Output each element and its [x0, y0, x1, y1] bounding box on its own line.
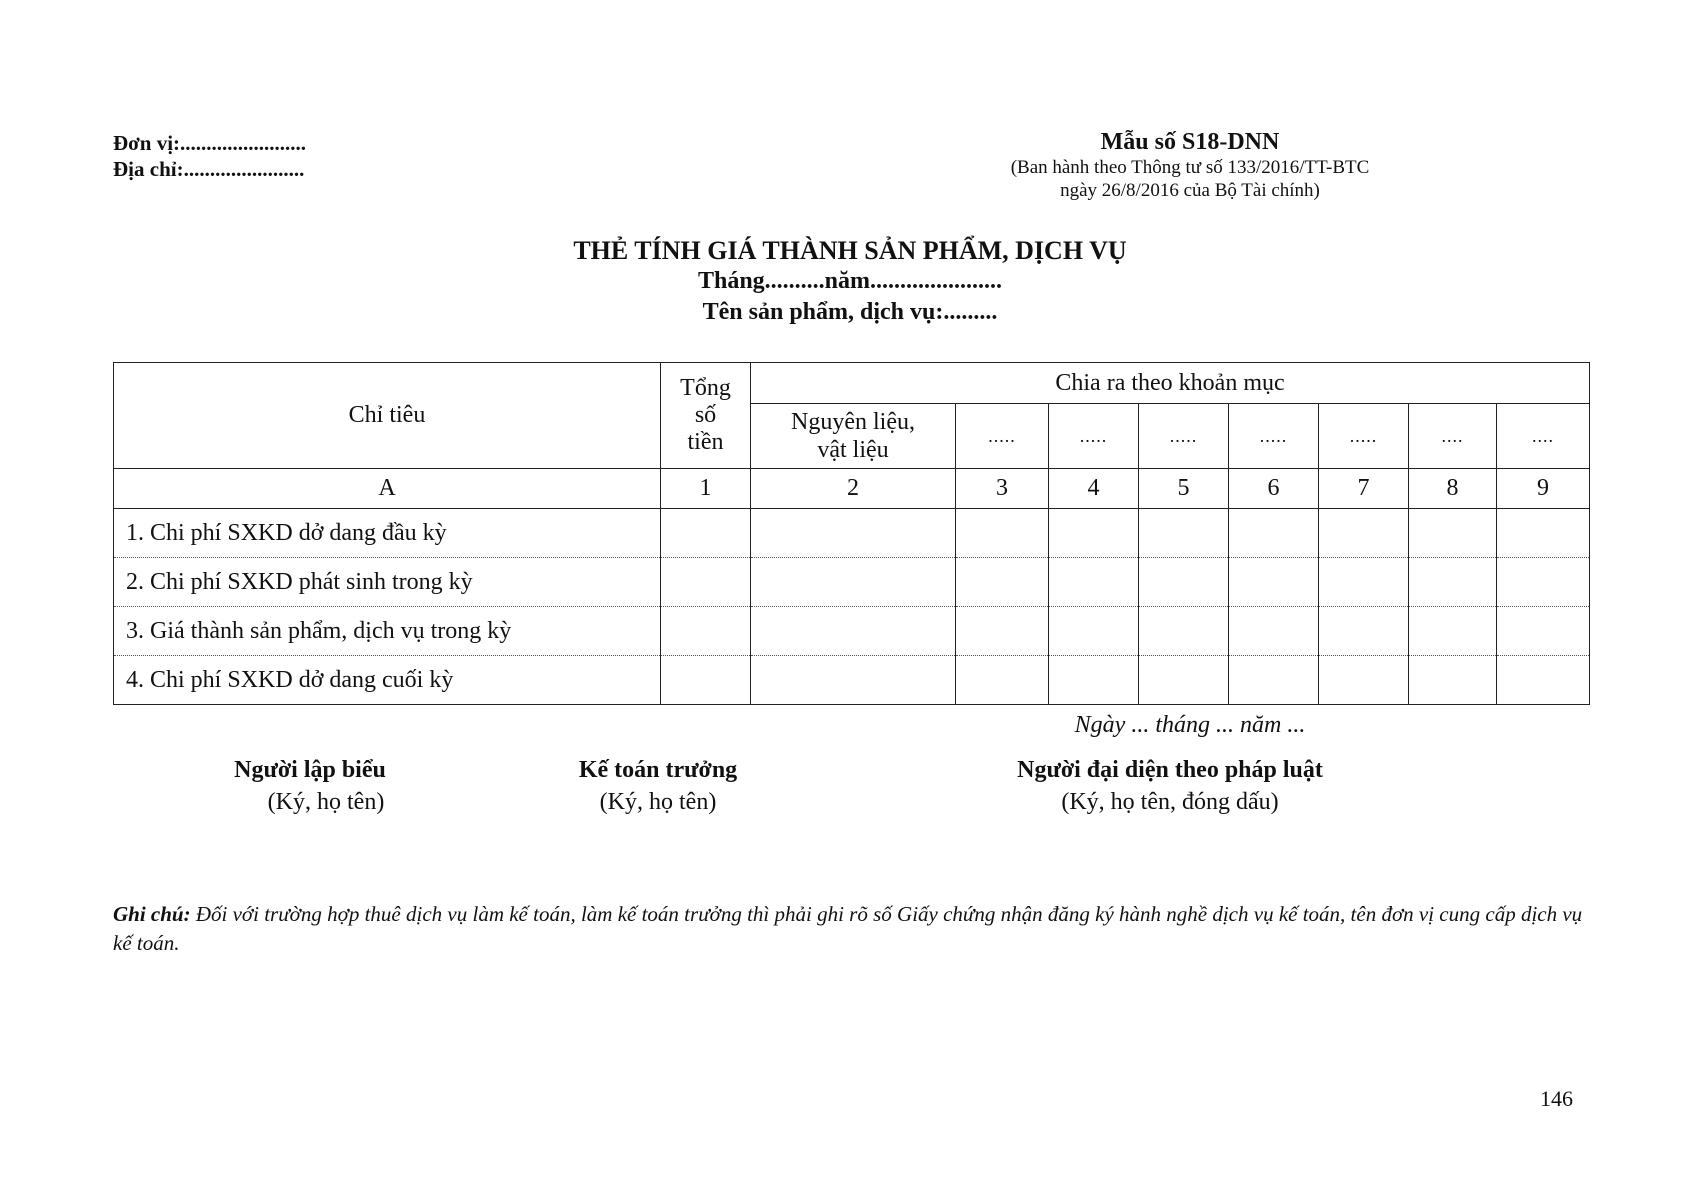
- data-cell[interactable]: [1497, 607, 1590, 656]
- col-placeholder-9: ....: [1497, 404, 1590, 469]
- data-cell[interactable]: [1049, 607, 1139, 656]
- data-cell[interactable]: [1319, 509, 1409, 558]
- legal-rep-note: (Ký, họ tên, đóng dấu): [1061, 789, 1279, 815]
- data-cell[interactable]: [1319, 607, 1409, 656]
- col-total-header: [661, 363, 751, 469]
- col-placeholder-3: .....: [956, 404, 1049, 469]
- group-header: Chia ra theo khoản mục: [751, 363, 1590, 404]
- index-cell-1: 1: [661, 469, 751, 509]
- data-cell[interactable]: [661, 656, 751, 705]
- preparer-note: (Ký, họ tên): [267, 789, 385, 815]
- footnote: [113, 900, 1593, 958]
- data-cell[interactable]: [1139, 656, 1229, 705]
- col-placeholder-8: ....: [1409, 404, 1497, 469]
- col-total-line-1: Tổng: [680, 375, 731, 401]
- issued-line-1: (Ban hành theo Thông tư số 133/2016/TT-BTC: [1010, 157, 1370, 178]
- index-cell-8: 8: [1409, 469, 1497, 509]
- header-row-1: [114, 363, 1590, 404]
- col-materials-header: [751, 404, 956, 469]
- costing-table: [113, 362, 1590, 705]
- data-cell[interactable]: [661, 607, 751, 656]
- form-number: Mẫu số S18-DNN: [1100, 129, 1280, 155]
- data-cell[interactable]: [1139, 509, 1229, 558]
- product-name-line: Tên sản phẩm, dịch vụ:.........: [702, 299, 998, 325]
- index-cell-7: 7: [1319, 469, 1409, 509]
- page-number: 146: [1540, 1086, 1573, 1111]
- accountant-note: (Ký, họ tên): [599, 789, 717, 815]
- data-cell[interactable]: [1409, 509, 1497, 558]
- row-label: 1. Chi phí SXKD dở dang đầu kỳ: [114, 509, 661, 558]
- data-cell[interactable]: [1409, 607, 1497, 656]
- data-cell[interactable]: [661, 558, 751, 607]
- document-title: THẺ TÍNH GIÁ THÀNH SẢN PHẨM, DỊCH VỤ: [573, 236, 1127, 265]
- data-cell[interactable]: [956, 558, 1049, 607]
- table-row: [114, 509, 1590, 558]
- data-cell[interactable]: [751, 607, 956, 656]
- index-cell-3: 3: [956, 469, 1049, 509]
- table-row: [114, 656, 1590, 705]
- signature-accountant: [508, 754, 808, 818]
- index-cell-4: 4: [1049, 469, 1139, 509]
- row-label: 3. Giá thành sản phẩm, dịch vụ trong kỳ: [114, 607, 661, 656]
- data-cell[interactable]: [956, 656, 1049, 705]
- accountant-role: Kế toán trưởng: [578, 757, 738, 783]
- header-right: [960, 128, 1420, 202]
- signature-legal-rep: [960, 754, 1380, 818]
- address-label: Địa chỉ:.......................: [113, 157, 305, 181]
- data-cell[interactable]: [1049, 509, 1139, 558]
- data-cell[interactable]: [1497, 656, 1590, 705]
- index-cell-5: 5: [1139, 469, 1229, 509]
- legal-rep-role: Người đại diện theo pháp luật: [1017, 757, 1323, 783]
- index-row: [114, 469, 1590, 509]
- table-row: [114, 558, 1590, 607]
- table-row: [114, 607, 1590, 656]
- month-year-line: Tháng..........năm......................: [697, 268, 1003, 294]
- title-block: [420, 235, 1280, 328]
- data-cell[interactable]: [1139, 558, 1229, 607]
- data-cell[interactable]: [1229, 607, 1319, 656]
- col-placeholder-4: .....: [1049, 404, 1139, 469]
- data-cell[interactable]: [1319, 558, 1409, 607]
- data-cell[interactable]: [1229, 656, 1319, 705]
- row-label: 4. Chi phí SXKD dở dang cuối kỳ: [114, 656, 661, 705]
- row-label: 2. Chi phí SXKD phát sinh trong kỳ: [114, 558, 661, 607]
- data-cell[interactable]: [751, 656, 956, 705]
- data-cell[interactable]: [1049, 656, 1139, 705]
- data-cell[interactable]: [1409, 558, 1497, 607]
- data-cell[interactable]: [1319, 656, 1409, 705]
- col-indicator-header: Chỉ tiêu: [114, 363, 661, 469]
- col-total-line-3: tiền: [687, 429, 724, 455]
- date-line: Ngày ... tháng ... năm ...: [1074, 712, 1306, 738]
- data-cell[interactable]: [751, 509, 956, 558]
- index-cell-a: A: [114, 469, 661, 509]
- data-cell[interactable]: [751, 558, 956, 607]
- unit-label: Đơn vị:........................: [113, 131, 307, 155]
- issued-line-2: ngày 26/8/2016 của Bộ Tài chính): [1060, 180, 1320, 201]
- index-cell-9: 9: [1497, 469, 1590, 509]
- data-cell[interactable]: [1229, 558, 1319, 607]
- col-materials-line-2: vật liệu: [817, 437, 889, 463]
- data-cell[interactable]: [956, 607, 1049, 656]
- col-placeholder-7: .....: [1319, 404, 1409, 469]
- index-cell-2: 2: [751, 469, 956, 509]
- data-cell[interactable]: [661, 509, 751, 558]
- footnote-label: Ghi chú:: [113, 902, 191, 926]
- preparer-role: Người lập biểu: [234, 757, 386, 783]
- data-cell[interactable]: [1049, 558, 1139, 607]
- data-cell[interactable]: [1409, 656, 1497, 705]
- col-materials-line-1: Nguyên liệu,: [791, 409, 915, 435]
- header-left: [113, 130, 306, 182]
- signature-preparer: [160, 754, 460, 818]
- col-total-line-2: số: [694, 402, 717, 428]
- index-cell-6: 6: [1229, 469, 1319, 509]
- data-cell[interactable]: [1139, 607, 1229, 656]
- data-cell[interactable]: [956, 509, 1049, 558]
- data-cell[interactable]: [1497, 509, 1590, 558]
- col-placeholder-5: .....: [1139, 404, 1229, 469]
- data-cell[interactable]: [1497, 558, 1590, 607]
- col-placeholder-6: .....: [1229, 404, 1319, 469]
- data-cell[interactable]: [1229, 509, 1319, 558]
- footnote-text: Đối với trường hợp thuê dịch vụ làm kế toán, làm kế toán trưởng thì phải ghi rõ số Giấy chứng nhận đăng ký hành nghề dịch vụ kế toán, tên đơn vị cung cấp dịch vụ kế toán.: [113, 902, 1583, 955]
